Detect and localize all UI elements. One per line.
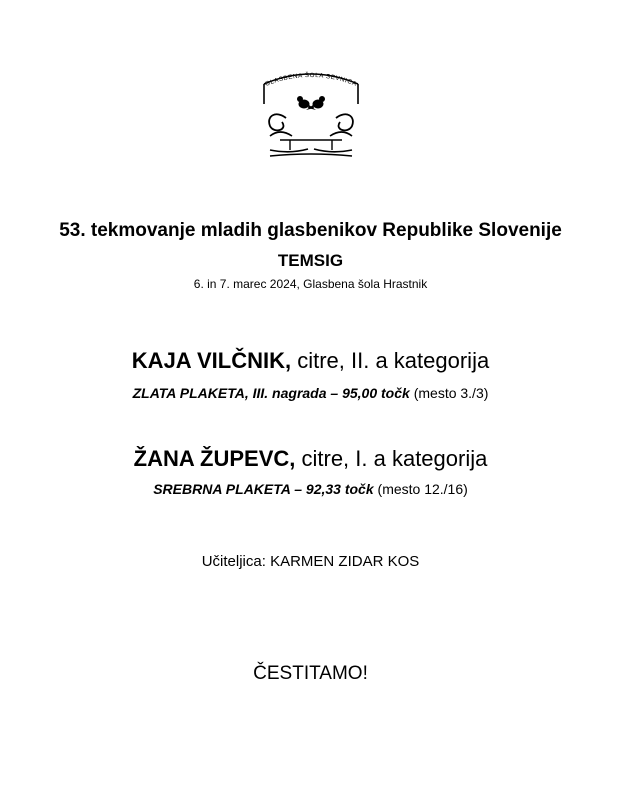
award-text: ZLATA PLAKETA, III. nagrada – 95,00 točk	[132, 385, 410, 401]
award-text: SREBRNA PLAKETA – 92,33 točk	[153, 481, 374, 497]
two-birds-on-lyre-logo-icon	[260, 70, 362, 160]
svg-text:GLASBENA ŠOLA SEVNICA	[264, 72, 358, 88]
student-name: KAJA VILČNIK,	[131, 348, 292, 373]
student-details: citre, II. a kategorija	[291, 348, 490, 373]
student-details: citre, I. a kategorija	[295, 446, 488, 471]
teacher-line: Učiteljica: KARMEN ZIDAR KOS	[201, 553, 420, 570]
result-1-student	[0, 347, 621, 375]
result-2-student	[0, 445, 621, 473]
result-2-award	[0, 480, 621, 498]
award-place: (mesto 3./3)	[409, 385, 489, 401]
school-logo	[260, 70, 362, 160]
student-name: ŽANA ŽUPEVC,	[133, 446, 296, 471]
event-title: 53. tekmovanje mladih glasbenikov Republike Slovenije	[59, 220, 562, 241]
event-name: TEMSIG	[277, 251, 344, 270]
result-1-award	[0, 384, 621, 402]
event-date-place: 6. in 7. marec 2024, Glasbena šola Hrastnik	[193, 277, 428, 291]
award-place: (mesto 12./16)	[373, 481, 468, 497]
congratulations: ČESTITAMO!	[253, 663, 368, 684]
logo-text: GLASBENA ŠOLA SEVNICA	[264, 71, 358, 88]
